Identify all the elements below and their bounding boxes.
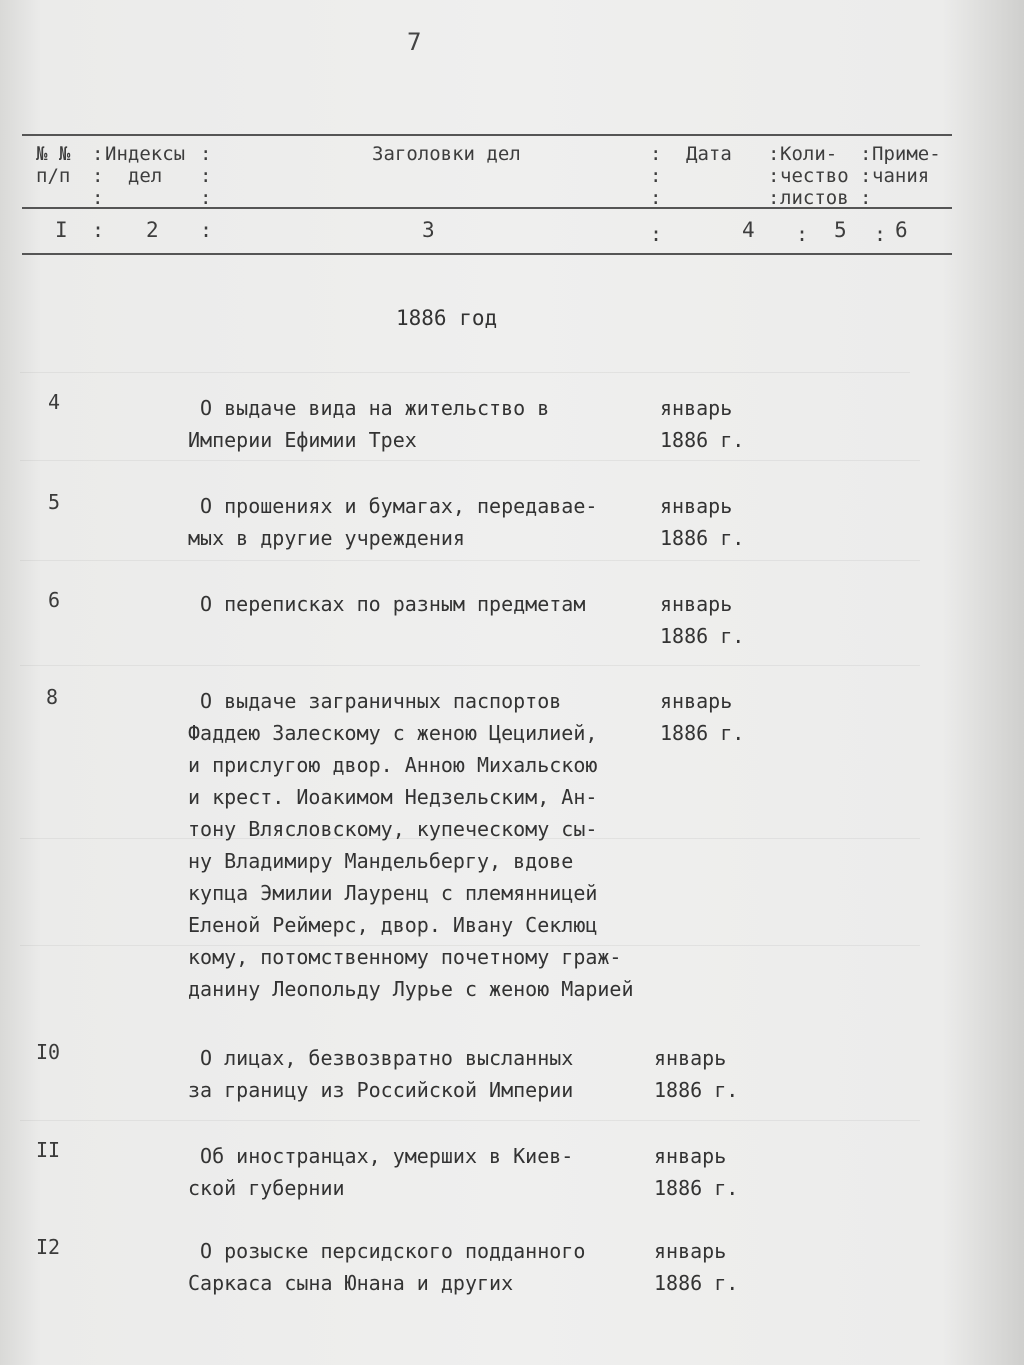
entry-date: январь 1886 г. <box>654 1046 739 1102</box>
colnum-separator: : <box>796 222 809 246</box>
column-number-4: 4 <box>742 218 755 242</box>
entry-date: январь 1886 г. <box>660 689 745 745</box>
header-separator: : : : <box>768 143 780 209</box>
entry-date: январь 1886 г. <box>660 494 745 550</box>
entry-number: 8 <box>46 685 59 709</box>
entry-number: 6 <box>48 588 61 612</box>
header-col-date: Дата <box>686 143 732 165</box>
year-heading: 1886 год <box>396 306 498 330</box>
entry-title: О прошениях и бумагах, передавае- мых в другие учреждения <box>188 494 598 550</box>
entry-number: I2 <box>36 1235 61 1259</box>
entry-title: О выдаче заграничных паспортов Фаддею Залескому с женою Цецилией, и прислугою двор. Анною Михальскою и крест. Иоакимом Недзельским, Ан- тону Влясловскому, купеческому сы- ну Владимиру Мандельбергу, вдове купца Эмилии Лауренц с племянницей Еленой Реймерс, двор. Ивану Секлюц кому, потомственному почетному граж- данину Леопольду Лурье с женою Марией <box>188 689 634 1001</box>
header-separator: : : : <box>650 143 662 209</box>
entry-title: О выдаче вида на жительство в Империи Ефимии Трех <box>188 396 550 452</box>
column-number-2: 2 <box>146 218 159 242</box>
entry-title: Об иностранцах, умерших в Киев- ской губернии <box>188 1144 574 1200</box>
entry-title: О лицах, безвозвратно высланных за границу из Российской Империи <box>188 1046 574 1102</box>
header-separator: : : : <box>92 143 104 209</box>
column-number-5: 5 <box>834 218 847 242</box>
entry-date: январь 1886 г. <box>654 1239 739 1295</box>
header-separator: : : : <box>200 143 212 209</box>
entry-title: О переписках по разным предметам <box>188 592 586 616</box>
header-col-number: № № п/п <box>36 143 71 187</box>
entry-number: 4 <box>48 390 61 414</box>
column-number-6: 6 <box>895 218 908 242</box>
header-col-titles: Заголовки дел <box>372 143 521 165</box>
entry-date: январь 1886 г. <box>660 396 745 452</box>
colnum-bottom-rule <box>22 253 952 255</box>
entry-number: 5 <box>48 490 61 514</box>
entry-date: январь 1886 г. <box>660 592 745 648</box>
entry-number: I0 <box>36 1040 61 1064</box>
header-separator: : : : <box>860 143 872 209</box>
colnum-separator: : <box>92 218 105 242</box>
colnum-separator: : <box>874 222 887 246</box>
header-top-rule <box>22 134 952 136</box>
header-col-sheets: Коли- чество листов <box>780 143 849 209</box>
entry-title: О розыске персидского подданного Саркаса сына Юнана и других <box>188 1239 586 1295</box>
column-number-3: 3 <box>422 218 435 242</box>
page-number: 7 <box>407 28 422 56</box>
header-col-notes: Приме- чания <box>872 143 941 187</box>
entry-number: II <box>36 1138 61 1162</box>
colnum-separator: : <box>650 222 663 246</box>
colnum-separator: : <box>200 218 213 242</box>
header-col-index: Индексы дел <box>105 143 186 187</box>
column-number-1: I <box>55 218 68 242</box>
entry-date: январь 1886 г. <box>654 1144 739 1200</box>
